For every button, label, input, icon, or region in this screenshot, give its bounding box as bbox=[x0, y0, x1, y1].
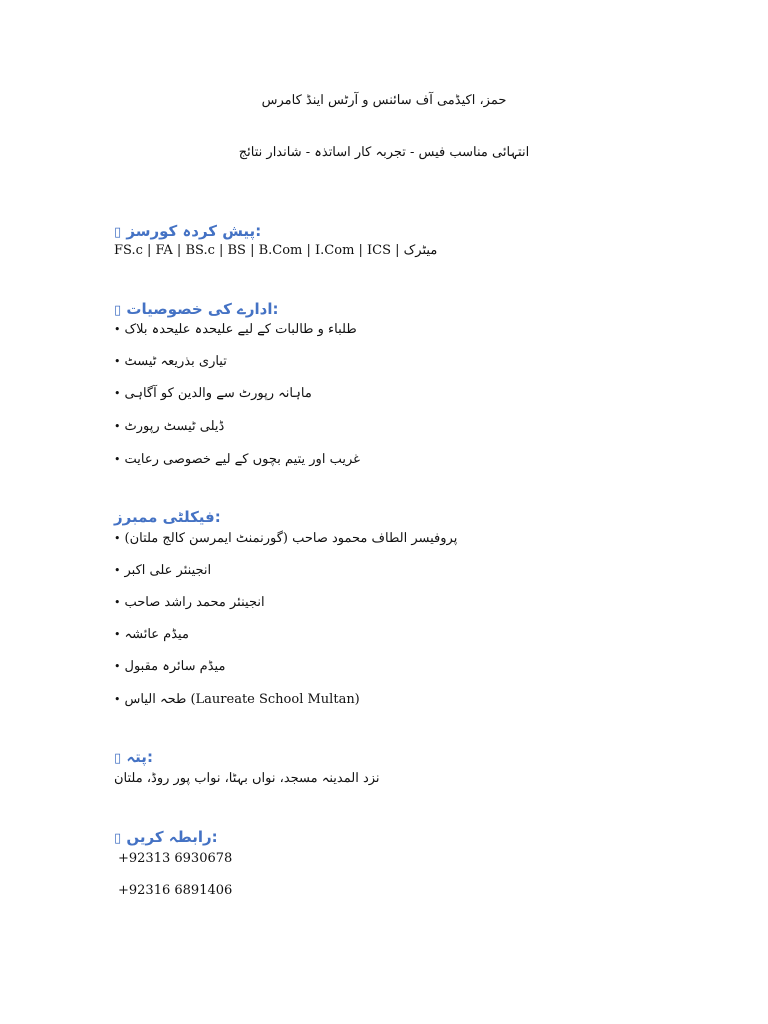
courses-heading-label: پیش کردہ کورسز: bbox=[126, 222, 262, 240]
feature-item bbox=[114, 418, 224, 436]
contact-phone: +92313 6930678 bbox=[118, 851, 233, 866]
faculty-item-text: طحہ الیاس (Laureate School Multan) bbox=[124, 692, 360, 707]
faculty-item bbox=[114, 562, 211, 580]
features-heading-label: ادارے کی خصوصیات: bbox=[126, 300, 279, 318]
bullet-icon: • bbox=[114, 628, 121, 641]
missing-glyph-icon: ▯ bbox=[114, 225, 122, 240]
feature-item-text: ڈیلی ٹیسٹ رپورٹ bbox=[124, 419, 225, 434]
faculty-item bbox=[114, 626, 189, 644]
bullet-icon: • bbox=[114, 564, 121, 577]
feature-item bbox=[114, 321, 357, 339]
faculty-item-text: انجینئر محمد راشد صاحب bbox=[124, 595, 265, 610]
contact-phone: +92316 6891406 bbox=[118, 883, 233, 898]
document-tagline: انتہائی مناسب فیس - تجربہ کار اساتذہ - شاندار نتائج bbox=[238, 145, 530, 160]
bullet-icon: • bbox=[114, 693, 121, 706]
faculty-item bbox=[114, 594, 265, 612]
missing-glyph-icon: ▯ bbox=[114, 303, 122, 318]
contact-heading bbox=[114, 828, 218, 848]
faculty-item bbox=[114, 658, 225, 676]
feature-item-text: طلباء و طالبات کے لیے علیحدہ علیحدہ بلاک bbox=[124, 322, 357, 337]
bullet-icon: • bbox=[114, 420, 121, 433]
feature-item-text: غریب اور یتیم بچوں کے لیے خصوصی رعایت bbox=[124, 452, 360, 467]
faculty-item-text: انجینئر علی اکبر bbox=[124, 563, 212, 578]
feature-item bbox=[114, 353, 227, 371]
faculty-item-text: پروفیسر الطاف محمود صاحب (گورنمنٹ ایمرسن کالج ملتان) bbox=[124, 531, 458, 546]
feature-item-text: تیاری بذریعہ ٹیسٹ bbox=[124, 354, 227, 369]
bullet-icon: • bbox=[114, 532, 121, 545]
feature-item bbox=[114, 451, 360, 469]
address-heading bbox=[114, 748, 153, 768]
missing-glyph-icon: ▯ bbox=[114, 751, 122, 766]
contact-heading-label: رابطہ کریں: bbox=[126, 828, 218, 846]
features-heading bbox=[114, 300, 278, 320]
missing-glyph-icon: ▯ bbox=[114, 831, 122, 846]
bullet-icon: • bbox=[114, 323, 121, 336]
faculty-heading-label: فیکلٹی ممبرز: bbox=[114, 508, 221, 526]
feature-item bbox=[114, 385, 312, 403]
address-heading-label: پتہ: bbox=[126, 748, 153, 766]
bullet-icon: • bbox=[114, 596, 121, 609]
faculty-item-text: میڈم عائشہ bbox=[124, 627, 189, 642]
faculty-item bbox=[114, 691, 360, 709]
faculty-heading bbox=[114, 508, 221, 526]
faculty-item bbox=[114, 530, 457, 548]
feature-item-text: ماہانہ رپورٹ سے والدین کو آگاہی bbox=[124, 386, 312, 401]
bullet-icon: • bbox=[114, 660, 121, 673]
courses-list: میٹرک | FS.c | FA | BS.c | BS | B.Com | I.Com | ICS bbox=[114, 243, 438, 258]
courses-heading bbox=[114, 222, 261, 242]
faculty-item-text: میڈم سائرہ مقبول bbox=[124, 659, 226, 674]
bullet-icon: • bbox=[114, 453, 121, 466]
address-line: نزد المدینہ مسجد، نواں بہٹا، نواب پور روڈ، ملتان bbox=[114, 771, 380, 786]
bullet-icon: • bbox=[114, 355, 121, 368]
bullet-icon: • bbox=[114, 387, 121, 400]
document-title: حمز، اکیڈمی آف سائنس و آرٹس اینڈ کامرس bbox=[261, 93, 507, 108]
